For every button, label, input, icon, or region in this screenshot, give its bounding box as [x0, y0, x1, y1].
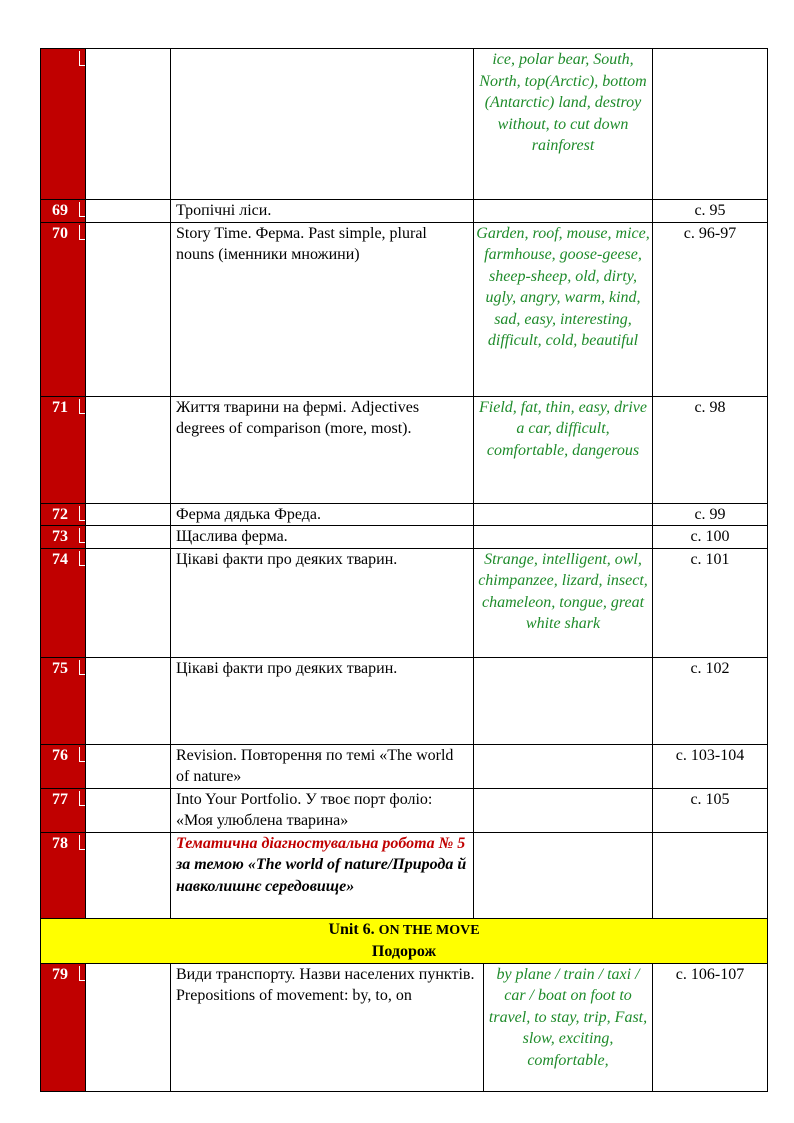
lesson-number — [41, 49, 86, 200]
lesson-topic: Revision. Повторення по темі «The world of nature» — [171, 744, 474, 788]
table-row — [41, 49, 768, 200]
lesson-number: 79 — [41, 963, 86, 1091]
table-row — [41, 963, 768, 1091]
vocabulary-cell — [474, 744, 653, 788]
vocabulary-cell — [474, 657, 653, 744]
unit-header-row — [41, 918, 768, 963]
lesson-topic — [171, 832, 474, 918]
page-ref: с. 102 — [653, 657, 768, 744]
vocabulary-cell — [474, 788, 653, 832]
date-cell — [86, 200, 171, 223]
table-row — [41, 503, 768, 526]
lesson-number: 78 — [41, 832, 86, 918]
lesson-number: 74 — [41, 548, 86, 657]
page-ref: с. 100 — [653, 526, 768, 549]
table-row — [41, 657, 768, 744]
lesson-topic: Тропічні ліси. — [171, 200, 474, 223]
page-ref: с. 106-107 — [653, 963, 768, 1091]
vocabulary-cell: Strange, intelligent, owl, chimpanzee, lizard, insect, chameleon, tongue, great white shark — [474, 548, 653, 657]
lesson-number: 75 — [41, 657, 86, 744]
vocabulary-cell: ice, polar bear, South, North, top(Arctic), bottom (Antarctic) land, destroy without, to cut down rainforest — [474, 49, 653, 200]
unit-title — [41, 919, 767, 942]
table-row — [41, 548, 768, 657]
date-cell — [86, 548, 171, 657]
date-cell — [86, 832, 171, 918]
merged-topic-vocab — [171, 963, 653, 1091]
lesson-topic: Story Time. Ферма. Past simple, plural nouns (іменники множини) — [171, 222, 474, 396]
table-row — [41, 744, 768, 788]
lesson-topic: Види транспорту. Назви населених пунктів. Prepositions of movement: by, to, on — [171, 964, 484, 1091]
lesson-number: 69 — [41, 200, 86, 223]
page-ref: с. 103-104 — [653, 744, 768, 788]
assessment-topic: за темою «The world of nature/Природа й навколишнє середовище» — [176, 856, 467, 895]
vocabulary-cell: by plane / train / taxi / car / boat on foot to travel, to stay, trip, Fast, slow, exciting, comfortable, — [488, 965, 648, 1069]
unit-name: ON THE MOVE — [378, 922, 480, 938]
date-cell — [86, 396, 171, 503]
vocabulary-cell — [474, 526, 653, 549]
vocabulary-cell: Field, fat, thin, easy, drive a car, difficult, comfortable, dangerous — [474, 396, 653, 503]
page-ref — [653, 49, 768, 200]
table-row — [41, 832, 768, 918]
date-cell — [86, 526, 171, 549]
unit-subtitle: Подорож — [371, 943, 437, 960]
table-row — [41, 200, 768, 223]
date-cell — [86, 657, 171, 744]
lesson-plan-table — [40, 48, 768, 1092]
lesson-number: 73 — [41, 526, 86, 549]
vocabulary-cell — [474, 832, 653, 918]
unit-prefix: Unit 6. — [328, 920, 379, 938]
vocabulary-cell — [474, 503, 653, 526]
vocabulary-cell: Garden, roof, mouse, mice, farmhouse, goose-geese, sheep-sheep, old, dirty, ugly, angry, warm, kind, sad, easy, interesting, difficult, cold, beautiful — [474, 222, 653, 396]
page-ref: с. 99 — [653, 503, 768, 526]
page-ref — [653, 832, 768, 918]
page-ref: с. 101 — [653, 548, 768, 657]
page-ref: с. 105 — [653, 788, 768, 832]
lesson-topic: Життя тварини на фермі. Adjectives degrees of comparison (more, most). — [171, 396, 474, 503]
lesson-number: 71 — [41, 396, 86, 503]
lesson-topic: Цікаві факти про деяких тварин. — [171, 657, 474, 744]
page-ref: с. 95 — [653, 200, 768, 223]
table-row — [41, 396, 768, 503]
lesson-number: 77 — [41, 788, 86, 832]
lesson-topic — [171, 49, 474, 200]
page-ref: с. 96-97 — [653, 222, 768, 396]
unit-header — [41, 918, 768, 963]
date-cell — [86, 222, 171, 396]
page-ref: с. 98 — [653, 396, 768, 503]
lesson-topic: Ферма дядька Фреда. — [171, 503, 474, 526]
date-cell — [86, 788, 171, 832]
lesson-topic: Щаслива ферма. — [171, 526, 474, 549]
vocabulary-cell — [474, 200, 653, 223]
lesson-number: 70 — [41, 222, 86, 396]
lesson-topic: Into Your Portfolio. У твоє порт фоліо: «Моя улюблена тварина» — [171, 788, 474, 832]
date-cell — [86, 503, 171, 526]
date-cell — [86, 49, 171, 200]
table-row — [41, 222, 768, 396]
date-cell — [86, 963, 171, 1091]
lesson-number: 76 — [41, 744, 86, 788]
table-row — [41, 788, 768, 832]
date-cell — [86, 744, 171, 788]
lesson-topic: Цікаві факти про деяких тварин. — [171, 548, 474, 657]
assessment-title: Тематична діагностувальна робота № 5 — [176, 834, 466, 852]
lesson-number: 72 — [41, 503, 86, 526]
table-row — [41, 526, 768, 549]
